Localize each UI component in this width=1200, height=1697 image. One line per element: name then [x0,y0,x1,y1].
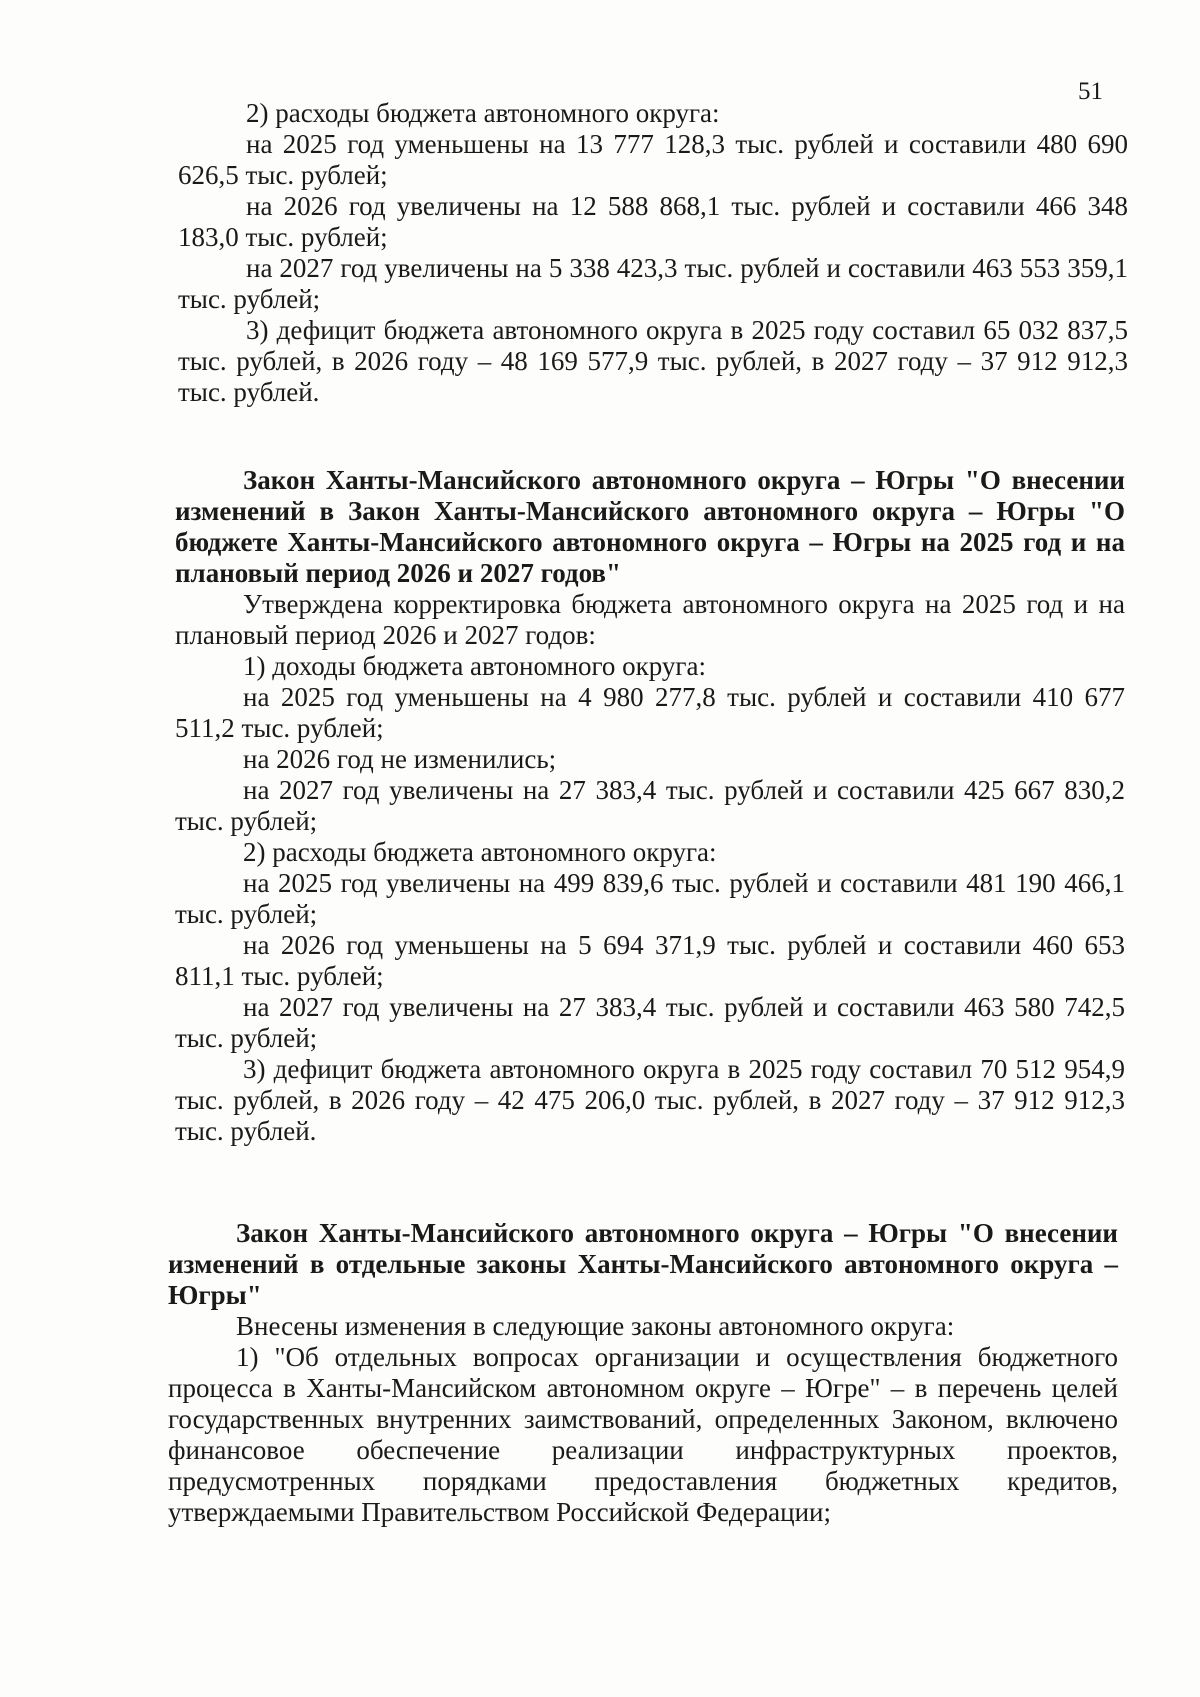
paragraph: на 2026 год увеличены на 12 588 868,1 тыс. рублей и составили 466 348 183,0 тыс. рублей; [178,191,1128,252]
paragraph: 1) "Об отдельных вопросах организации и осуществления бюджетного процесса в Ханты-Мансийском автономном округе – Югре" – в перечень целей государственных внутренних заимствований, определенных Законом, включено финансовое обеспечение реализации инфраструктурных проектов, предусмотренных порядками предоставления бюджетных кредитов, утверждаемыми Правительством Российской Федерации; [168,1342,1118,1527]
section-amendments-law [168,1218,1118,1528]
paragraph: на 2026 год не изменились; [243,744,557,774]
paragraph: 3) дефицит бюджета автономного округа в 2025 году составил 65 032 837,5 тыс. рублей, в 2026 году – 48 169 577,9 тыс. рублей, в 2027 году – 37 912 912,3 тыс. рублей. [178,315,1128,407]
paragraph: на 2026 год уменьшены на 5 694 371,9 тыс. рублей и составили 460 653 811,1 тыс. рублей; [175,930,1125,991]
section-heading: Закон Ханты-Мансийского автономного округа – Югры "О внесении изменений в отдельные законы Ханты-Мансийского автономного округа – Югры" [168,1218,1118,1310]
paragraph: 2) расходы бюджета автономного округа: [243,837,717,867]
section-budget-expenses [178,98,1128,408]
section-budget-law [175,465,1125,1147]
paragraph: на 2025 год уменьшены на 4 980 277,8 тыс. рублей и составили 410 677 511,2 тыс. рублей; [175,682,1125,743]
paragraph: на 2027 год увеличены на 27 383,4 тыс. рублей и составили 463 580 742,5 тыс. рублей; [175,992,1125,1053]
paragraph: 3) дефицит бюджета автономного округа в 2025 году составил 70 512 954,9 тыс. рублей, в 2026 году – 42 475 206,0 тыс. рублей, в 2027 году – 37 912 912,3 тыс. рублей. [175,1054,1125,1146]
paragraph: на 2025 год увеличены на 499 839,6 тыс. рублей и составили 481 190 466,1 тыс. рублей; [175,868,1125,929]
paragraph: Внесены изменения в следующие законы автономного округа: [236,1311,955,1341]
paragraph: 2) расходы бюджета автономного округа: [246,98,720,128]
paragraph: Утверждена корректировка бюджета автономного округа на 2025 год и на плановый период 2026 и 2027 годов: [175,589,1125,650]
paragraph: на 2027 год увеличены на 27 383,4 тыс. рублей и составили 425 667 830,2 тыс. рублей; [175,775,1125,836]
page-number: 51 [1078,78,1103,105]
paragraph: 1) доходы бюджета автономного округа: [243,651,706,681]
paragraph: на 2025 год уменьшены на 13 777 128,3 тыс. рублей и составили 480 690 626,5 тыс. рублей; [178,129,1128,190]
section-heading: Закон Ханты-Мансийского автономного округа – Югры "О внесении изменений в Закон Ханты-Мансийского автономного округа – Югры "О бюджете Ханты-Мансийского автономного округа – Югры на 2025 год и на плановый период 2026 и 2027 годов" [175,465,1125,588]
paragraph: на 2027 год увеличены на 5 338 423,3 тыс. рублей и составили 463 553 359,1 тыс. рублей; [178,253,1128,314]
